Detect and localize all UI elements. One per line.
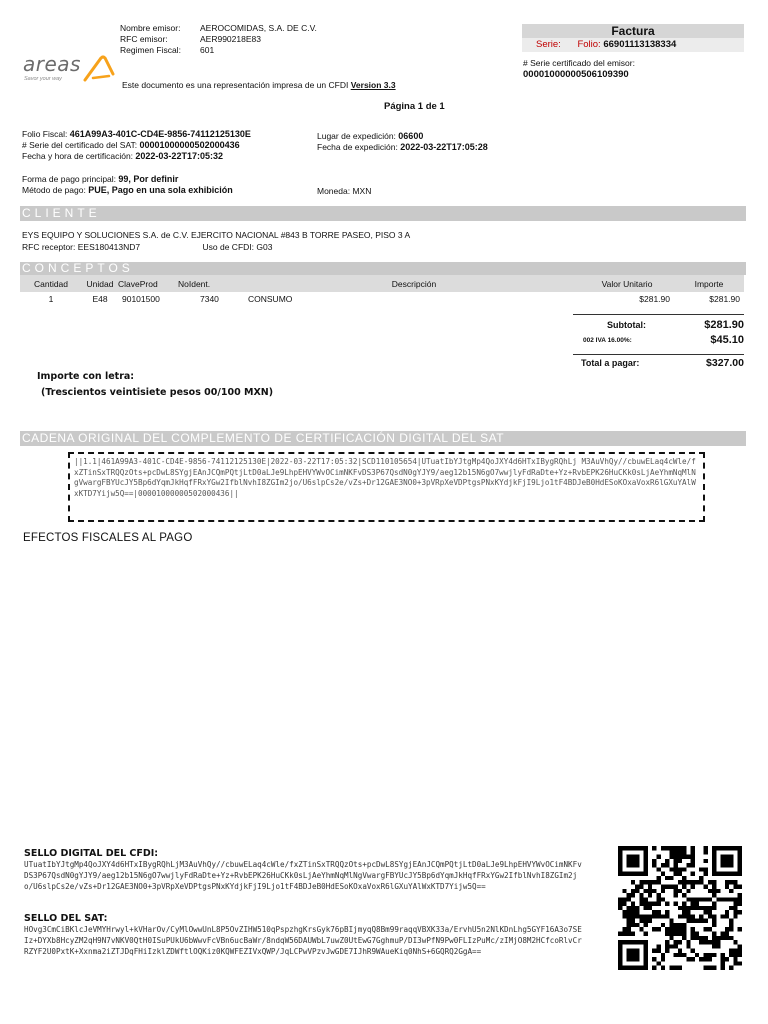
- sello-cfdi-label: SELLO DIGITAL DEL CFDI:: [24, 848, 159, 859]
- col-unidad: Unidad: [82, 275, 118, 292]
- emisor-regimen: 601: [200, 45, 215, 55]
- pago-info: [22, 174, 233, 196]
- metodo-pago-label: Método de pago:: [22, 185, 86, 195]
- serie-label: Serie:: [536, 39, 561, 50]
- emisor-rfc: AER990218E83: [200, 34, 261, 44]
- conceptos-section-bar: CONCEPTOS: [20, 262, 746, 275]
- serie-folio-row: [522, 38, 744, 52]
- conceptos-table: [20, 275, 744, 306]
- fecha-cert-label: Fecha y hora de certificación:: [22, 151, 134, 161]
- page-number: Página 1 de 1: [384, 101, 445, 112]
- logo-mark-icon: [83, 54, 115, 82]
- total-row: [573, 356, 744, 370]
- emisor-block: [120, 23, 317, 56]
- table-row: [20, 292, 744, 306]
- efectos-fiscales-title: EFECTOS FISCALES AL PAGO: [23, 532, 193, 544]
- cell-importe: $281.90: [709, 294, 740, 304]
- cell-noident: 7340: [200, 294, 219, 304]
- rfc-receptor-label: RFC receptor:: [22, 242, 76, 252]
- qr-code-icon: [618, 846, 742, 970]
- cell-unidad: E48: [92, 294, 108, 304]
- subtotal-value: $281.90: [704, 318, 744, 331]
- cadena-original-text: ||1.1|461A99A3-401C-CD4E-9856-74112125130E|2022-03-22T17:05:32|SCD110105654|UTuatIbYJtgMp4QoJXY4d6HTxIBygRQhLj M3AuVhQy//cbuwELaq4cWle/fxZTinSxTRQQzOts+pcDwL8SYgjEAnJCQmPQtjLtD0aLJe9LhpEHVYWvOCimNKFvDS3P67QsdN0gYJY9/aeg12b15N6gO7wwjlyFdRaDte+Yz+RvbEPK26HuCKk0sLjAeYhmNqMlNgVwargFBYUcJY5Bp6dYqmJkHqfFRxYGw2IfblNvhI8ZGIm2jo/U6slpCs2e/vZs+Dr12GAE3NO0+3pVRpXeVDPtgsPNxKYdjkFjI9Ljo1tF4BDJeB0HdESoKOxaVoxR6lGXuYAlWxKTD7Yijw5Q==|00001000000502000436||: [68, 452, 705, 522]
- col-importe: Importe: [674, 275, 744, 292]
- sello-cfdi-block: [24, 848, 582, 892]
- forma-pago: 99, Por definir: [118, 174, 179, 184]
- sello-cfdi-value: UTuatIbYJtgMp4QoJXY4d6HTxIBygRQhLjM3AuVhQy//cbuwELaq4cWle/fxZTinSxTRQQzOts+pcDwL8SYgjEAnJCQmPQtjLtD0aLJe9LhpEHVYWvOCimNKFvDS3P67QsdN0gYJY9/aeg12b15N6gO7wwjlyFdRaDte+Yz+RvbEPK26HuCKk0sLjAeYhmNqMlNgVwargFBYUcJY5Bp6dYqmJkHqfFRxYGw2IfblNvhI8ZGIm2jo/U6slpCs2e/vZs+Dr12GAE3NO0+3pVRpXeVDPtgsPNxKYdjkFjI9Ljo1tF4BDJeB0HdESoKOxaVoxR6lGXuYAlWxKTD7Yijw5Q==: [24, 860, 582, 891]
- col-descripcion: Descripción: [248, 275, 580, 292]
- cert-sat-label: # Serie del certificado del SAT:: [22, 140, 138, 150]
- representacion-label: Este documento es una representación impresa de un CFDI: [122, 80, 349, 90]
- col-claveprod: ClaveProd: [118, 275, 178, 292]
- table-header-row: [20, 275, 744, 292]
- cadena-section-bar: CADENA ORIGINAL DEL COMPLEMENTO DE CERTIFICACIÓN DIGITAL DEL SAT: [20, 431, 746, 446]
- metodo-pago: PUE, Pago en una sola exhibición: [88, 185, 233, 195]
- importe-letra-value: (Trescientos veintisiete pesos 00/100 MXN): [41, 387, 274, 398]
- cell-cantidad: 1: [48, 294, 54, 304]
- logo-tagline: Savor your way: [24, 76, 62, 82]
- representacion-text: [122, 80, 396, 90]
- folio-fiscal: 461A99A3-401C-CD4E-9856-74112125130E: [69, 129, 251, 139]
- cfdi-version: Version 3.3: [350, 80, 396, 90]
- importe-letra-label: Importe con letra:: [37, 371, 135, 382]
- col-cantidad: Cantidad: [20, 275, 82, 292]
- rfc-receptor: EES180413ND7: [77, 242, 141, 252]
- lugar: 06600: [398, 131, 424, 141]
- folio-label: Folio:: [577, 39, 601, 50]
- fiscal-info-left: [22, 129, 251, 162]
- moneda-info: [317, 186, 371, 197]
- areas-logo: [23, 52, 123, 88]
- subtotal-label: Subtotal:: [607, 319, 646, 330]
- cliente-section-bar: CLIENTE: [20, 206, 746, 221]
- uso-cfdi: G03: [256, 242, 273, 252]
- lugar-label: Lugar de expedición:: [317, 131, 396, 141]
- sello-sat-block: [24, 913, 582, 957]
- fecha-exp: 2022-03-22T17:05:28: [400, 142, 488, 152]
- col-valor-unitario: Valor Unitario: [580, 275, 674, 292]
- logo-word: areas: [23, 52, 81, 76]
- importe-letra-block: [37, 369, 273, 401]
- cell-claveprod: 90101500: [122, 294, 160, 304]
- cliente-block: [22, 229, 410, 253]
- cell-descripcion: CONSUMO: [248, 294, 293, 304]
- emisor-nombre: AEROCOMIDAS, S.A. DE C.V.: [200, 23, 317, 33]
- folio-value: 66901113138334: [603, 39, 677, 50]
- fecha-exp-label: Fecha de expedición:: [317, 142, 398, 152]
- folio-fiscal-label: Folio Fiscal:: [22, 129, 68, 139]
- iva-value: $45.10: [710, 334, 744, 346]
- fiscal-info-right: [317, 131, 488, 153]
- fecha-cert: 2022-03-22T17:05:32: [135, 151, 223, 161]
- col-noident: NoIdent.: [178, 275, 248, 292]
- cert-emisor-value: 00001000000506109390: [523, 69, 629, 80]
- totales-block: [573, 314, 744, 370]
- total-value: $327.00: [706, 357, 744, 369]
- factura-title: Factura: [522, 24, 744, 38]
- cert-emisor-label: # Serie certificado del emisor:: [523, 58, 635, 68]
- moneda: MXN: [352, 186, 372, 196]
- emisor-nombre-label: Nombre emisor:: [120, 23, 181, 33]
- emisor-regimen-label: Regimen Fiscal:: [120, 45, 181, 55]
- cert-emisor-block: [523, 58, 635, 80]
- cell-valor-unitario: $281.90: [639, 294, 670, 304]
- cert-sat: 00001000000502000436: [139, 140, 240, 150]
- subtotal-row: [573, 317, 744, 332]
- sello-sat-label: SELLO DEL SAT:: [24, 913, 108, 924]
- total-label: Total a pagar:: [581, 358, 640, 368]
- emisor-rfc-label: RFC emisor:: [120, 34, 168, 44]
- cliente-nombre: EYS EQUIPO Y SOLUCIONES S.A. de C.V. EJERCITO NACIONAL #843 B TORRE PASEO, PISO 3 A: [22, 230, 411, 240]
- iva-row: [573, 332, 744, 348]
- uso-cfdi-label: Uso de CFDI:: [202, 242, 255, 252]
- moneda-label: Moneda:: [317, 186, 351, 196]
- iva-label: 002 IVA 16.00%:: [583, 336, 632, 344]
- forma-pago-label: Forma de pago principal:: [22, 174, 117, 184]
- sello-sat-value: HOvg3CmCiBKlcJeVMYHrwyl+kVHarOv/CyMlOwwUnL8P5OvZIHW510qPspzhgKrsGyk76pBIjmyqQ8Bm99raqqVBXK33a/ErvhU5n2NlKDnLhg5GYF16A3o7SEIz+DYXb8HcyZM2qH9N7vNKV0QtH0ISuPUkU6bWwvFcVBn6ucBaWr/8ndqW56DAUWbL7uwZ0UtEwG7GghmuP/DI3wPfN9Pw0FLIzPuMc/zIMjO8M2HCfcoRlvCrRZYF2U0PxtK+Xxnma2iZTJDqFHiIzklZDWftlOQKiz0KQWFEZIVxQWP/JqLCPwVPzvJwGDE7IJhR9WAueKiq0NhS+6GQRQ2GgA==: [24, 925, 582, 956]
